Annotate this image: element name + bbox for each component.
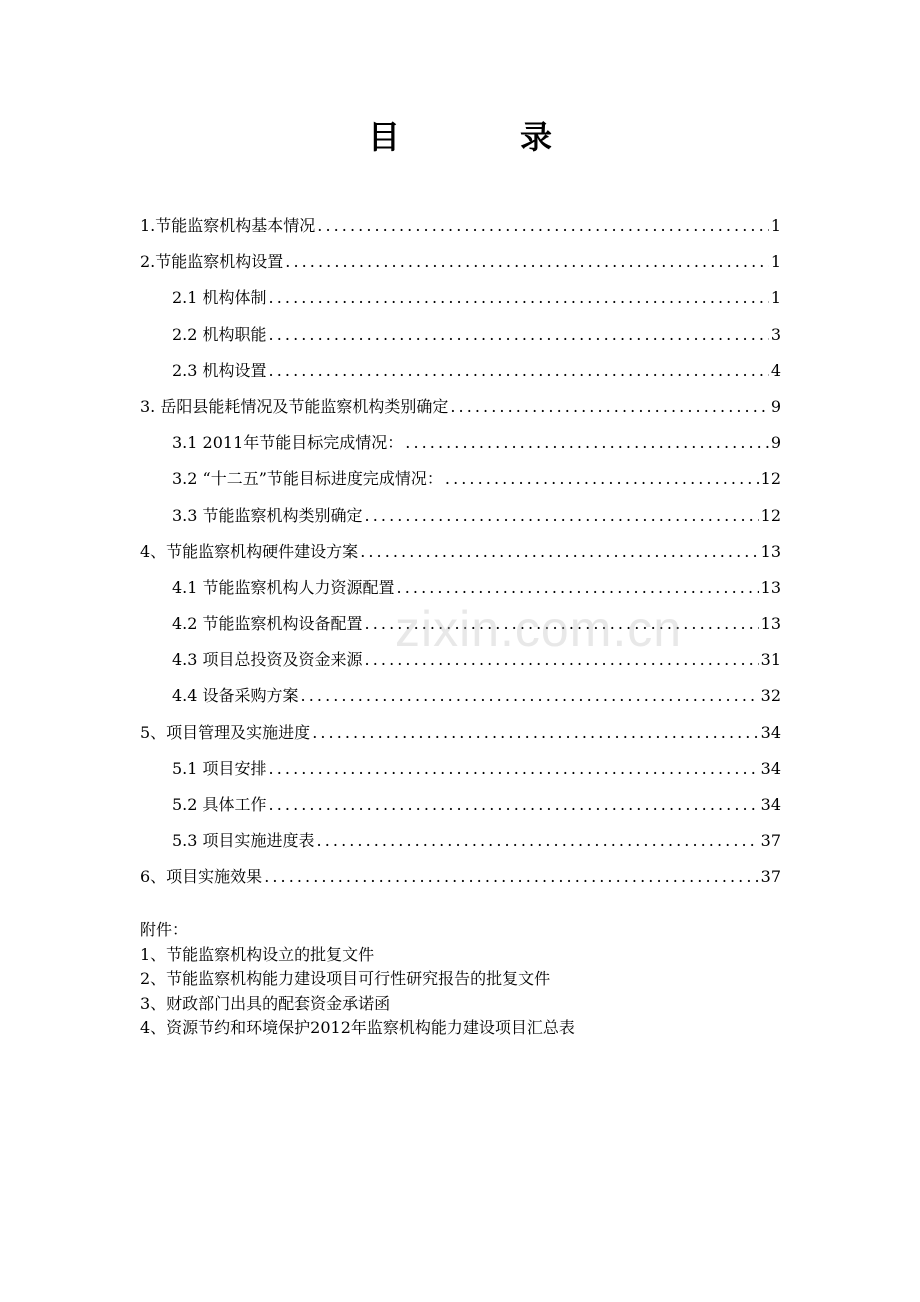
toc-leader-dots xyxy=(360,534,758,570)
attachment-item: 2、节能监察机构能力建设项目可行性研究报告的批复文件 xyxy=(140,969,551,988)
table-of-contents xyxy=(140,208,781,896)
toc-entry-label: 3.3 节能监察机构类别确定 xyxy=(172,505,363,525)
toc-leader-dots xyxy=(405,425,769,461)
toc-entry-page-number: 1 xyxy=(770,216,781,235)
toc-entry-page-number: 9 xyxy=(770,433,781,453)
toc-entry[interactable] xyxy=(140,751,781,787)
toc-entry[interactable] xyxy=(140,498,781,534)
toc-entry-label: 3.1 2011年节能目标完成情况： xyxy=(172,433,404,453)
toc-entry-label: 4、节能监察机构硬件建设方案 xyxy=(140,541,359,561)
toc-entry-label: 5.3 项目实施进度表 xyxy=(172,831,315,851)
toc-leader-dots xyxy=(312,715,758,751)
toc-entry[interactable] xyxy=(140,461,781,497)
toc-entry-label: 4.2 节能监察机构设备配置 xyxy=(172,614,363,634)
toc-leader-dots xyxy=(445,461,759,497)
toc-entry-label: 4.3 项目总投资及资金来源 xyxy=(172,650,363,670)
toc-entry-page-number: 1 xyxy=(770,288,781,308)
toc-entry-page-number: 34 xyxy=(760,795,781,814)
toc-leader-dots xyxy=(365,606,759,642)
toc-entry[interactable] xyxy=(140,787,781,823)
toc-entry-page-number: 32 xyxy=(760,686,781,706)
toc-entry-label: 5.2 具体工作 xyxy=(172,795,267,814)
toc-leader-dots xyxy=(269,353,769,389)
attachments-section xyxy=(140,918,575,1041)
toc-entry-page-number: 12 xyxy=(760,469,781,489)
toc-entry-page-number: 13 xyxy=(760,541,781,561)
toc-entry-label: 1.节能监察机构基本情况 xyxy=(140,216,316,235)
toc-entry-label: 3.2 “十二五”节能目标进度完成情况： xyxy=(172,469,443,489)
toc-leader-dots xyxy=(285,244,769,280)
toc-entry-page-number: 13 xyxy=(760,614,781,634)
toc-entry[interactable] xyxy=(140,678,781,714)
toc-leader-dots xyxy=(450,389,768,425)
toc-leader-dots xyxy=(365,642,759,678)
toc-leader-dots xyxy=(269,787,759,823)
toc-entry-label: 5、项目管理及实施进度 xyxy=(140,722,311,742)
toc-leader-dots xyxy=(317,823,759,859)
toc-leader-dots xyxy=(317,208,769,244)
attachments-heading: 附件： xyxy=(140,920,189,939)
toc-entry-page-number: 34 xyxy=(760,758,781,778)
toc-entry-page-number: 1 xyxy=(770,252,781,272)
toc-entry[interactable] xyxy=(140,425,781,461)
toc-entry[interactable] xyxy=(140,859,781,895)
toc-entry[interactable] xyxy=(140,570,781,606)
toc-entry-label: 5.1 项目安排 xyxy=(172,758,267,778)
toc-leader-dots xyxy=(301,678,759,714)
toc-entry-page-number: 37 xyxy=(760,867,781,887)
toc-entry-label: 2.1 机构体制 xyxy=(172,288,267,308)
toc-entry-label: 2.节能监察机构设置 xyxy=(140,252,284,272)
toc-entry-page-number: 12 xyxy=(760,505,781,525)
toc-entry-page-number: 37 xyxy=(760,831,781,851)
toc-leader-dots xyxy=(264,859,758,895)
toc-leader-dots xyxy=(397,570,759,606)
toc-entry[interactable] xyxy=(140,317,781,353)
toc-entry-label: 2.2 机构职能 xyxy=(172,324,267,344)
toc-entry-label: 3. 岳阳县能耗情况及节能监察机构类别确定 xyxy=(140,396,449,416)
toc-entry[interactable] xyxy=(140,389,781,425)
toc-entry[interactable] xyxy=(140,715,781,751)
toc-entry[interactable] xyxy=(140,353,781,389)
toc-entry-label: 6、项目实施效果 xyxy=(140,867,263,887)
toc-entry[interactable] xyxy=(140,244,781,280)
toc-entry[interactable] xyxy=(140,534,781,570)
toc-entry-page-number: 13 xyxy=(760,577,781,597)
toc-entry-page-number: 3 xyxy=(770,324,781,344)
attachment-item: 3、财政部门出具的配套资金承诺函 xyxy=(140,993,391,1013)
toc-entry[interactable] xyxy=(140,280,781,316)
toc-entry[interactable] xyxy=(140,823,781,859)
toc-leader-dots xyxy=(269,280,769,316)
page-title: 目 录 xyxy=(367,118,596,156)
toc-entry-page-number: 4 xyxy=(770,360,781,380)
toc-entry-label: 2.3 机构设置 xyxy=(172,360,267,380)
toc-entry-label: 4.1 节能监察机构人力资源配置 xyxy=(172,577,395,597)
toc-leader-dots xyxy=(365,498,759,534)
toc-leader-dots xyxy=(269,751,759,787)
attachment-item: 4、资源节约和环境保护2012年监察机构能力建设项目汇总表 xyxy=(140,1018,575,1037)
toc-entry-page-number: 9 xyxy=(770,396,781,416)
attachment-item: 1、节能监察机构设立的批复文件 xyxy=(140,944,375,964)
toc-entry-page-number: 34 xyxy=(760,722,781,742)
toc-entry-page-number: 31 xyxy=(760,650,781,670)
toc-entry[interactable] xyxy=(140,208,781,244)
toc-entry[interactable] xyxy=(140,606,781,642)
toc-entry[interactable] xyxy=(140,642,781,678)
toc-entry-label: 4.4 设备采购方案 xyxy=(172,686,299,706)
watermark: zixin.com.cn xyxy=(395,601,683,657)
toc-leader-dots xyxy=(269,317,769,353)
